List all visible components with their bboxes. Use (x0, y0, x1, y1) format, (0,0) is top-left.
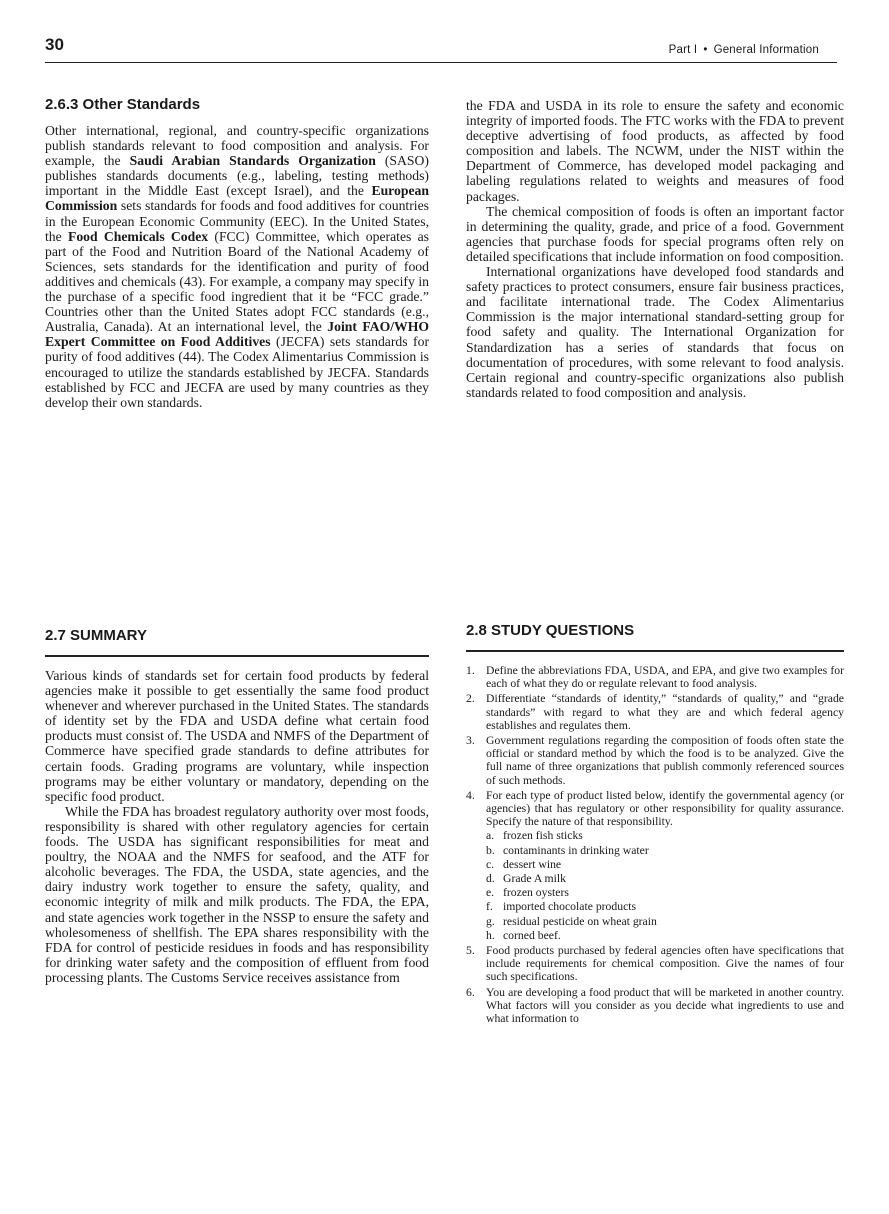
question-number: 3. (466, 734, 475, 748)
bold-term: European Commission (45, 183, 429, 214)
right-paragraph-1: the FDA and USDA in its role to ensure the safety and economic integrity of imported foods. The FTC works with the FDA to prevent deceptive advertising of food products, as affected by food composition and labels. The NCWM, under the NIST within the Department of Commerce, has developed model packaging and labeling regulations related to weights and measures of food packages. (466, 98, 844, 204)
text-run: sets standards for foods and food additives for countries in the European Economic Community (EEC). In the United States, the (45, 198, 429, 244)
text-run: Other international, regional, and country-specific organizations publish standards relevant to food composition and analysis. For example, the (45, 123, 429, 169)
question-text: For each type of product listed below, identify the governmental agency (or agencies) that has regulatory or other responsibility for quality assurance. Specify the nature of that responsibility. (486, 788, 844, 829)
study-question (466, 664, 844, 690)
sublist-letter: h. (486, 928, 495, 942)
running-head-separator: • (703, 44, 708, 56)
sublist-item (486, 929, 844, 942)
right-column-top (466, 98, 844, 400)
page-number: 30 (45, 35, 64, 54)
summary-body (45, 668, 429, 985)
question-number: 2. (466, 692, 475, 706)
sublist-text: Grade A milk (503, 872, 566, 886)
summary-paragraph-1: Various kinds of standards set for certain food products by federal agencies make it possible to get essentially the same food product whenever and wherever purchased in the United States. The standards of identity set by the FDA and USDA define what certain food products must consist of. The USDA and NMFS of the Department of Commerce have specified grade standards to define attributes for certain foods. Grading programs are voluntary, while inspection programs may be either voluntary or mandatory, depending on the specific food product. (45, 668, 429, 804)
sublist-text: imported chocolate products (503, 900, 637, 914)
question-text: You are developing a food product that will be marketed in another country. What factors will you consider as you decide what ingredients to use and what information to (486, 985, 844, 1026)
section-heading-study-questions: 2.8 STUDY QUESTIONS (466, 622, 635, 639)
question-number: 5. (466, 944, 475, 958)
bold-term: Joint FAO/WHO Expert Committee on Food Additives (45, 319, 429, 350)
right-paragraph-2: The chemical composition of foods is often an important factor in determining the quality, grade, and price of a food. Government agencies that purchase foods for special programs often rely on detailed specifications that include information on food composition. (466, 203, 844, 264)
sublist-item (486, 829, 844, 842)
sublist-letter: b. (486, 843, 495, 857)
section-heading-2-6-3: 2.6.3 Other Standards (45, 96, 201, 113)
sublist-item (486, 900, 844, 913)
sublist-text: frozen fish sticks (503, 829, 583, 843)
sublist-letter: d. (486, 872, 495, 886)
question-sublist (486, 829, 844, 942)
study-question (466, 986, 844, 1026)
text-run: (SASO) publishes standards documents (e.g., labeling, testing methods) important in the Middle East (except Israel), and the (45, 153, 429, 199)
sublist-text: corned beef. (503, 928, 561, 942)
section-2-6-3-paragraph (45, 123, 429, 410)
sublist-text: contaminants in drinking water (503, 843, 649, 857)
right-paragraph-3: International organizations have developed food standards and safety practices to protect consumers, ensure fair business practices, and facilitate international trade. The Codex Alimentarius Commission is the major international standard-setting group for food safety and quality. The International Organization for Standardization has a series of standards that focus on documentation of procedures, with some relevant to food analysis. Certain regional and country-specific organizations also publish standards related to food composition and analysis. (466, 264, 844, 400)
sublist-letter: g. (486, 914, 495, 928)
running-head-part: Part I (668, 44, 698, 56)
study-question (466, 692, 844, 732)
question-text: Government regulations regarding the composition of foods often state the official or standard method by which the food is to be analyzed. Give the full name of three organizations that publish commonly referenced sources of such methods. (486, 734, 844, 787)
sublist-text: residual pesticide on wheat grain (503, 914, 657, 928)
question-text: Food products purchased by federal agencies often have specifications that include requirements for chemical composition. Give the names of four such specifications. (486, 944, 844, 984)
question-number: 4. (466, 788, 475, 802)
question-number: 1. (466, 664, 475, 677)
section-heading-summary: 2.7 SUMMARY (45, 627, 147, 644)
header-rule (45, 62, 837, 63)
sublist-letter: a. (486, 829, 495, 843)
sublist-item (486, 886, 844, 899)
questions-heading-rule (466, 650, 844, 652)
study-questions-list (466, 664, 844, 1027)
sublist-item (486, 872, 844, 885)
bold-term: Saudi Arabian Standards Organization (129, 153, 376, 169)
sublist-item (486, 844, 844, 857)
summary-paragraph-2: While the FDA has broadest regulatory authority over most foods, responsibility is shared with other regulatory agencies for certain foods. The USDA has significant responsibilities for meat and poultry, the NOAA and the NMFS for seafood, and the ATF for alcoholic beverages. The FDA, the USDA, state agencies, and the dairy industry work together to ensure the safety, quality, and economic integrity of milk and milk products. The FDA, the EPA, and state agencies work together in the NSSP to ensure the safety and wholesomeness of shellfish. The EPA shares responsibility with the FDA for control of pesticide residues in foods and has responsibility for drinking water safety and the composition of effluent from food processing plants. The Customs Service receives assistance from (45, 803, 429, 985)
section-2-6-3-body (45, 123, 429, 410)
sublist-item (486, 858, 844, 871)
sublist-letter: e. (486, 886, 495, 900)
sublist-text: dessert wine (503, 857, 562, 871)
study-question (466, 789, 844, 942)
summary-heading-rule (45, 655, 429, 657)
running-head (669, 44, 819, 56)
question-text: Differentiate “standards of identity,” “standards of quality,” and “grade standards” with regard to what they are and which federal agency establishes and regulates them. (486, 692, 844, 732)
sublist-text: frozen oysters (503, 886, 569, 900)
running-head-title: General Information (713, 44, 819, 56)
text-run: (FCC) Committee, which operates as part of the Food and Nutrition Board of the National Academy of Sciences, sets standards for the identification and purity of food additives and chemicals (43). For example, a company may specify in the purchase of a specific food ingredient that it be “FCC grade.” Countries other than the United States adopt FCC standards (e.g., Australia, Canada). At an international level, the (45, 228, 429, 335)
question-text: Define the abbreviations FDA, USDA, and EPA, and give two examples for each of what they do or regulate relevant to food analysis. (486, 664, 844, 691)
study-question (466, 944, 844, 984)
sublist-item (486, 915, 844, 928)
text-run: (JECFA) sets standards for purity of food additives (44). The Codex Alimentarius Commission is encouraged to utilize the standards established by JECFA. Standards established by FCC and JECFA are used by many countries as they develop their own standards. (45, 334, 429, 410)
study-question (466, 734, 844, 787)
question-number: 6. (466, 985, 475, 999)
bold-term: Food Chemicals Codex (67, 228, 209, 244)
sublist-letter: f. (486, 900, 493, 914)
sublist-letter: c. (486, 857, 495, 871)
